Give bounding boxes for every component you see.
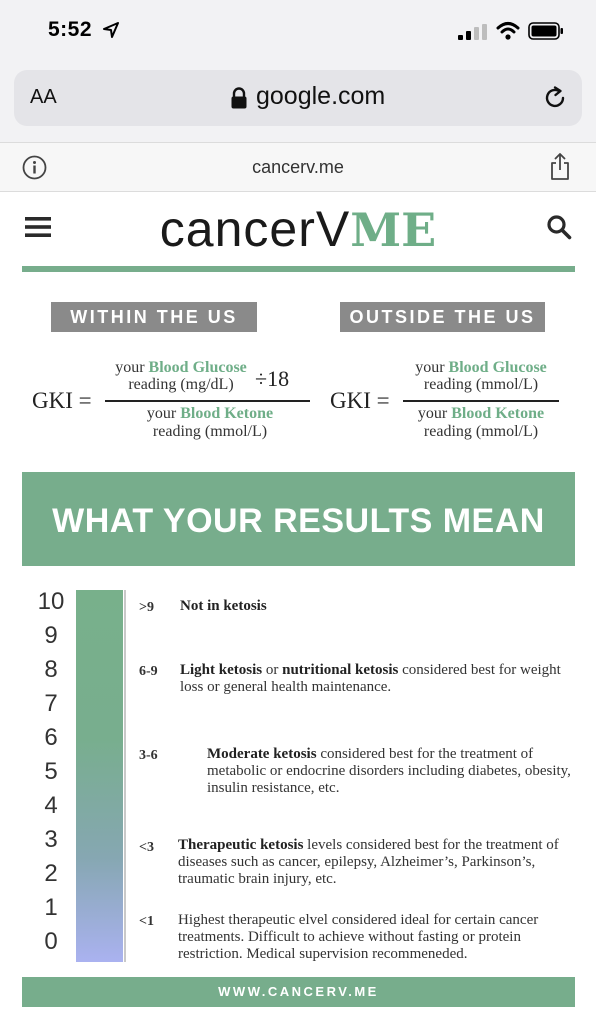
results-heading: WHAT YOUR RESULTS MEAN xyxy=(52,502,545,540)
outside-us-tag: OUTSIDE THE US xyxy=(340,302,545,332)
battery-icon xyxy=(528,22,564,40)
row-description: Moderate ketosis considered best for the treatment of metabolic or endocrine disorders including diabetes, obesity, insulin resistance, etc. xyxy=(207,746,571,796)
footer-bar xyxy=(22,977,575,1007)
within-denominator-unit: reading (mmol/L) xyxy=(152,423,268,440)
site-logo[interactable] xyxy=(0,200,596,258)
share-icon[interactable] xyxy=(548,153,572,181)
scale-number: 1 xyxy=(44,894,58,921)
status-bar xyxy=(0,0,596,62)
within-denominator: your Blood Ketone xyxy=(146,405,274,422)
status-time: 5:52 xyxy=(48,18,93,41)
row-range: <3 xyxy=(139,840,154,855)
scale-number: 6 xyxy=(44,724,58,751)
scale-number: 4 xyxy=(44,792,58,819)
results-banner xyxy=(22,472,575,566)
divide-by-18: ÷18 xyxy=(255,366,290,391)
within-numerator-unit: reading (mg/dL) xyxy=(128,376,234,393)
outside-numerator: your Blood Glucose xyxy=(415,359,547,376)
scale-number: 2 xyxy=(44,860,58,887)
row-range: 6-9 xyxy=(139,664,158,679)
reload-icon[interactable] xyxy=(542,85,568,111)
scale-number: 10 xyxy=(37,588,65,615)
address-bar[interactable] xyxy=(14,70,582,126)
within-numerator: your Blood Glucose xyxy=(115,359,247,376)
row-description: Light ketosis or nutritional ketosis considered best for weight loss or general health maintenance. xyxy=(180,662,561,695)
footer-url[interactable]: WWW.CANCERV.ME xyxy=(218,984,379,999)
scale-number: 3 xyxy=(44,826,58,853)
gki-label: GKI = xyxy=(330,388,390,413)
wifi-icon xyxy=(496,21,520,41)
row-description: Highest therapeutic elvel considered ideal for certain cancer treatments. Difficult to achieve without fasting or protein restriction. Medical supervision recommeneded. xyxy=(178,912,539,962)
cellular-signal-icon xyxy=(458,24,488,40)
fraction-line xyxy=(105,400,310,402)
row-range: 3-6 xyxy=(139,748,158,763)
row-range: >9 xyxy=(139,600,154,615)
scale-number: 7 xyxy=(44,690,58,717)
lock-icon xyxy=(230,87,248,109)
site-domain[interactable]: cancerv.me xyxy=(252,157,344,177)
logo-main-text: cancerV xyxy=(159,201,351,257)
scale-number: 0 xyxy=(44,928,58,955)
scale-number: 5 xyxy=(44,758,58,785)
fraction-line xyxy=(403,400,559,402)
ketosis-gradient-bar xyxy=(76,590,123,962)
outside-denominator: your Blood Ketone xyxy=(417,405,545,422)
outside-numerator-unit: reading (mmol/L) xyxy=(423,376,539,393)
location-arrow-icon xyxy=(103,22,119,38)
row-description: Therapeutic ketosis levels considered best for the treatment of diseases such as cancer, epilepsy, Alzheimer’s, Parkinson’s, traumatic brain injury, etc. xyxy=(178,837,559,887)
row-description: Not in ketosis xyxy=(180,598,267,614)
search-icon[interactable] xyxy=(546,214,572,240)
row-range: <1 xyxy=(139,914,154,929)
within-us-tag: WITHIN THE US xyxy=(51,302,257,332)
site-info-bar xyxy=(0,142,596,192)
scale-number: 8 xyxy=(44,656,58,683)
url-text[interactable]: google.com xyxy=(256,82,386,110)
browser-toolbar xyxy=(0,62,596,142)
text-size-button[interactable]: AA xyxy=(30,86,57,108)
logo-accent-text: ME xyxy=(350,203,437,257)
outside-denominator-unit: reading (mmol/L) xyxy=(423,423,539,440)
gki-label: GKI = xyxy=(32,388,92,413)
scale-number: 9 xyxy=(44,622,58,649)
header-divider xyxy=(22,266,575,272)
scale-divider xyxy=(124,590,126,962)
